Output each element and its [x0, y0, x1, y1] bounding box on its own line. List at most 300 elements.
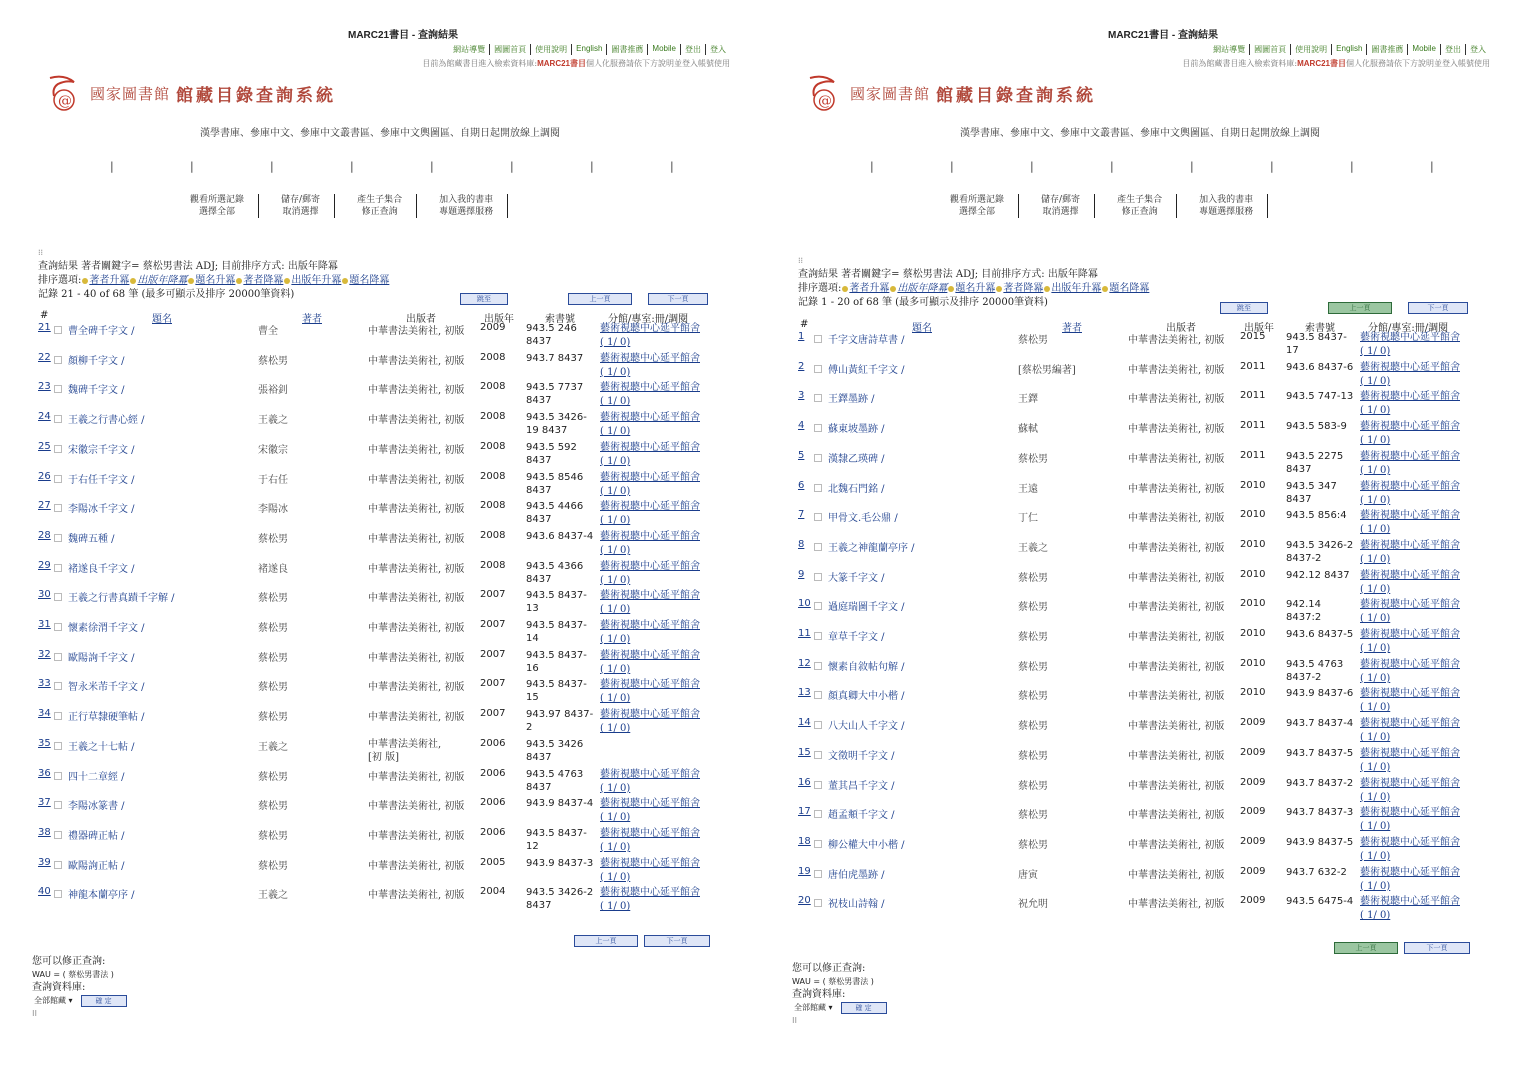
- location-name[interactable]: 藝術視聽中心延平館舍: [1360, 569, 1460, 581]
- select-checkbox[interactable]: [54, 385, 62, 393]
- volume-count[interactable]: ( 1/ 0): [600, 812, 631, 824]
- volume-count[interactable]: ( 1/ 0): [1360, 346, 1391, 357]
- record-number-link[interactable]: 18: [798, 835, 811, 847]
- next-page-button-bottom[interactable]: 下一頁: [644, 935, 710, 947]
- volume-count[interactable]: ( 1/ 0): [1360, 672, 1391, 684]
- select-checkbox[interactable]: [54, 712, 62, 720]
- record-number-link[interactable]: 33: [38, 678, 51, 690]
- location-link[interactable]: [1360, 777, 1460, 805]
- topnav-link[interactable]: 國圖首頁: [490, 44, 531, 55]
- action-link[interactable]: 觀看所選記錄: [950, 195, 1005, 205]
- location-link[interactable]: [600, 381, 700, 409]
- select-checkbox[interactable]: [814, 602, 822, 610]
- prev-page-button[interactable]: 上一頁: [1328, 302, 1392, 314]
- col-author[interactable]: 著者: [1062, 323, 1082, 334]
- select-checkbox[interactable]: [814, 543, 822, 551]
- record-number-link[interactable]: 23: [38, 381, 51, 393]
- location-link[interactable]: [1360, 450, 1460, 478]
- title-link[interactable]: 魏碑五種 /: [68, 533, 115, 545]
- location-name[interactable]: 藝術視聽中心延平館舍: [1360, 480, 1460, 492]
- volume-count[interactable]: ( 1/ 0): [1360, 761, 1391, 773]
- location-link[interactable]: [1360, 598, 1460, 626]
- select-checkbox[interactable]: [54, 742, 62, 750]
- sort-option-link[interactable]: 題名降冪: [1109, 283, 1150, 294]
- sort-option-link[interactable]: 出版年升冪: [291, 275, 342, 286]
- select-checkbox[interactable]: [814, 751, 822, 759]
- volume-count[interactable]: ( 1/ 0): [600, 515, 631, 527]
- title-link[interactable]: 李陽冰千字文 /: [68, 504, 135, 516]
- location-link[interactable]: [600, 649, 700, 677]
- select-checkbox[interactable]: [54, 653, 62, 661]
- volume-count[interactable]: ( 1/ 0): [600, 426, 631, 438]
- location-name[interactable]: 藝術視聽中心延平館舍: [1360, 718, 1460, 730]
- action-link[interactable]: 修正查詢: [1121, 207, 1158, 217]
- action-link[interactable]: 專題選擇服務: [439, 207, 494, 217]
- action-link[interactable]: 觀看所選記錄: [190, 195, 245, 205]
- location-name[interactable]: 藝術視聽中心延平館舍: [600, 768, 700, 780]
- sort-option-link[interactable]: 著者升冪: [89, 275, 130, 286]
- location-link[interactable]: [600, 857, 700, 885]
- select-checkbox[interactable]: [814, 781, 822, 789]
- title-link[interactable]: 宋徽宗千字文 /: [68, 444, 135, 456]
- location-name[interactable]: 藝術視聽中心延平館舍: [1360, 866, 1460, 878]
- select-checkbox[interactable]: [814, 632, 822, 640]
- action-link[interactable]: 儲存/郵寄: [281, 195, 321, 205]
- title-link[interactable]: 文徵明千字文 /: [828, 750, 895, 762]
- location-link[interactable]: [600, 411, 700, 439]
- select-checkbox[interactable]: [814, 899, 822, 907]
- database-select[interactable]: 全部館藏 ▾: [794, 1003, 833, 1012]
- sort-option-link[interactable]: 出版年降冪: [137, 275, 188, 286]
- action-link[interactable]: 修正查詢: [361, 207, 398, 217]
- location-name[interactable]: 藝術視聽中心延平館舍: [1360, 747, 1460, 759]
- title-link[interactable]: 漢隸乙瑛碑 /: [828, 453, 885, 465]
- select-checkbox[interactable]: [54, 504, 62, 512]
- record-number-link[interactable]: 29: [38, 559, 51, 571]
- prev-page-button-bottom[interactable]: 上一頁: [574, 935, 638, 947]
- location-name[interactable]: 藝術視聽中心延平館舍: [600, 620, 700, 631]
- record-number-link[interactable]: 10: [798, 598, 811, 610]
- sort-option-link[interactable]: 著者降冪: [243, 275, 284, 286]
- action-link[interactable]: 選擇全部: [959, 207, 996, 217]
- select-checkbox[interactable]: [814, 870, 822, 878]
- title-link[interactable]: 王羲之十七帖 /: [68, 741, 135, 753]
- title-link[interactable]: 曹全碑千字文 /: [68, 326, 135, 337]
- location-link[interactable]: [1360, 717, 1460, 745]
- title-link[interactable]: 唐伯虎墨跡 /: [828, 869, 885, 881]
- col-title[interactable]: 題名: [912, 323, 932, 334]
- sort-option-link[interactable]: 出版年升冪: [1051, 283, 1102, 294]
- location-link[interactable]: [600, 530, 700, 558]
- volume-count[interactable]: ( 1/ 0): [600, 723, 631, 735]
- record-number-link[interactable]: 26: [38, 470, 51, 482]
- title-link[interactable]: 懷素徐渭千字文 /: [68, 623, 145, 634]
- location-name[interactable]: 藝術視聽中心延平館舍: [600, 471, 700, 483]
- select-checkbox[interactable]: [54, 534, 62, 542]
- select-checkbox[interactable]: [54, 356, 62, 364]
- title-link[interactable]: 禮器碑正帖 /: [68, 830, 125, 842]
- volume-count[interactable]: ( 1/ 0): [1360, 880, 1391, 892]
- record-number-link[interactable]: 25: [38, 440, 51, 452]
- location-name[interactable]: 藝術視聽中心延平館舍: [1360, 688, 1460, 700]
- select-checkbox[interactable]: [54, 890, 62, 898]
- select-checkbox[interactable]: [814, 721, 822, 729]
- next-page-button[interactable]: 下一頁: [648, 293, 708, 305]
- select-checkbox[interactable]: [814, 840, 822, 848]
- title-link[interactable]: 過庭瑞圖千字文 /: [828, 602, 905, 614]
- topnav-link[interactable]: 登出: [681, 44, 706, 55]
- location-name[interactable]: 藝術視聽中心延平館舍: [600, 798, 700, 810]
- topnav-link[interactable]: Mobile: [648, 44, 681, 55]
- location-name[interactable]: 藝術視聽中心延平館舍: [600, 382, 700, 394]
- location-link[interactable]: [1360, 806, 1460, 834]
- location-name[interactable]: 藝術視聽中心延平館舍: [600, 412, 700, 424]
- volume-count[interactable]: ( 1/ 0): [600, 901, 631, 913]
- col-title[interactable]: 題名: [152, 314, 172, 325]
- title-link[interactable]: 柳公權大中小楷 /: [828, 839, 905, 851]
- record-number-link[interactable]: 22: [38, 351, 51, 363]
- volume-count[interactable]: ( 1/ 0): [600, 782, 631, 794]
- volume-count[interactable]: ( 1/ 0): [1360, 494, 1391, 506]
- record-number-link[interactable]: 8: [798, 538, 805, 550]
- select-checkbox[interactable]: [814, 662, 822, 670]
- action-link[interactable]: 專題選擇服務: [1199, 207, 1254, 217]
- record-number-link[interactable]: 19: [798, 865, 811, 877]
- location-name[interactable]: 藝術視聽中心延平館舍: [1360, 896, 1460, 908]
- record-number-link[interactable]: 21: [38, 322, 51, 333]
- title-link[interactable]: 魏碑千字文 /: [68, 385, 125, 397]
- title-link[interactable]: 于右任千字文 /: [68, 474, 135, 486]
- record-number-link[interactable]: 38: [38, 826, 51, 838]
- location-name[interactable]: 藝術視聽中心延平館舍: [1360, 658, 1460, 670]
- confirm-button[interactable]: 確 定: [841, 1002, 887, 1014]
- volume-count[interactable]: ( 1/ 0): [1360, 850, 1391, 862]
- sort-option-link[interactable]: 著者升冪: [849, 283, 890, 294]
- title-link[interactable]: 四十二章經 /: [68, 771, 125, 783]
- topnav-link[interactable]: 國圖首頁: [1250, 44, 1291, 55]
- location-name[interactable]: 藝術視聽中心延平館舍: [600, 679, 700, 691]
- select-checkbox[interactable]: [814, 454, 822, 462]
- title-link[interactable]: 神龍本蘭亭序 /: [68, 890, 135, 902]
- volume-count[interactable]: ( 1/ 0): [600, 396, 631, 408]
- record-number-link[interactable]: 28: [38, 529, 51, 541]
- select-checkbox[interactable]: [814, 513, 822, 521]
- record-number-link[interactable]: 31: [38, 619, 51, 630]
- record-number-link[interactable]: 39: [38, 856, 51, 868]
- title-link[interactable]: 王鐸墨跡 /: [828, 394, 875, 406]
- volume-count[interactable]: ( 1/ 0): [1360, 821, 1391, 833]
- volume-count[interactable]: ( 1/ 0): [600, 871, 631, 883]
- select-checkbox[interactable]: [54, 861, 62, 869]
- location-name[interactable]: 藝術視聽中心延平館舍: [1360, 629, 1460, 640]
- volume-count[interactable]: ( 1/ 0): [1360, 613, 1391, 625]
- record-number-link[interactable]: 5: [798, 449, 805, 461]
- volume-count[interactable]: ( 1/ 0): [1360, 643, 1391, 654]
- select-checkbox[interactable]: [814, 691, 822, 699]
- location-name[interactable]: 藝術視聽中心延平館舍: [600, 590, 700, 602]
- location-name[interactable]: 藝術視聽中心延平館舍: [1360, 450, 1460, 462]
- select-checkbox[interactable]: [54, 801, 62, 809]
- record-number-link[interactable]: 1: [798, 331, 805, 342]
- volume-count[interactable]: ( 1/ 0): [600, 693, 631, 705]
- prev-page-button[interactable]: 上一頁: [568, 293, 632, 305]
- title-link[interactable]: 八大山人千字文 /: [828, 721, 905, 733]
- location-name[interactable]: 藝術視聽中心延平館舍: [1360, 777, 1460, 789]
- location-name[interactable]: 藝術視聽中心延平館舍: [600, 501, 700, 513]
- title-link[interactable]: 北魏石門銘 /: [828, 483, 885, 495]
- location-link[interactable]: [1360, 420, 1460, 448]
- topnav-link[interactable]: English: [1332, 44, 1367, 55]
- select-checkbox[interactable]: [814, 484, 822, 492]
- title-link[interactable]: 大篆千字文 /: [828, 572, 885, 584]
- record-number-link[interactable]: 3: [798, 390, 805, 402]
- sort-option-link[interactable]: 題名升冪: [955, 283, 996, 294]
- title-link[interactable]: 甲骨文.毛公鼎 /: [828, 513, 898, 525]
- select-checkbox[interactable]: [54, 445, 62, 453]
- record-number-link[interactable]: 40: [38, 886, 51, 898]
- record-number-link[interactable]: 20: [798, 895, 811, 907]
- volume-count[interactable]: ( 1/ 0): [600, 604, 631, 616]
- location-name[interactable]: 藝術視聽中心延平館舍: [1360, 539, 1460, 551]
- volume-count[interactable]: ( 1/ 0): [600, 544, 631, 556]
- record-number-link[interactable]: 4: [798, 420, 805, 432]
- action-link[interactable]: 加入我的書車: [1199, 195, 1254, 205]
- select-checkbox[interactable]: [54, 682, 62, 690]
- location-link[interactable]: [1360, 658, 1460, 686]
- select-checkbox[interactable]: [814, 335, 822, 343]
- select-checkbox[interactable]: [814, 365, 822, 373]
- action-link[interactable]: 取消選擇: [282, 207, 319, 217]
- location-link[interactable]: [600, 797, 700, 825]
- topnav-link[interactable]: 登入: [1470, 45, 1486, 54]
- location-link[interactable]: [1360, 390, 1460, 418]
- location-link[interactable]: [1360, 747, 1460, 775]
- record-number-link[interactable]: 32: [38, 648, 51, 660]
- location-link[interactable]: [1360, 569, 1460, 597]
- action-link[interactable]: 儲存/郵寄: [1041, 195, 1081, 205]
- topnav-link[interactable]: English: [572, 44, 607, 55]
- select-checkbox[interactable]: [54, 772, 62, 780]
- location-name[interactable]: 藝術視聽中心延平館舍: [600, 857, 700, 869]
- location-name[interactable]: 藝術視聽中心延平館舍: [600, 352, 700, 364]
- record-number-link[interactable]: 11: [798, 628, 811, 639]
- topnav-link[interactable]: 登出: [1441, 44, 1466, 55]
- title-link[interactable]: 懷素自敘帖句解 /: [828, 661, 905, 673]
- location-name[interactable]: 藝術視聽中心延平館舍: [600, 709, 700, 721]
- record-number-link[interactable]: 30: [38, 589, 51, 601]
- location-link[interactable]: [1360, 361, 1460, 389]
- record-number-link[interactable]: 27: [38, 500, 51, 512]
- select-checkbox[interactable]: [54, 475, 62, 483]
- location-name[interactable]: 藝術視聽中心延平館舍: [1360, 332, 1460, 343]
- location-link[interactable]: [1360, 628, 1460, 656]
- location-link[interactable]: [1360, 331, 1460, 359]
- location-name[interactable]: 藝術視聽中心延平館舍: [600, 441, 700, 453]
- topnav-link[interactable]: 網站導覽: [449, 44, 490, 55]
- title-link[interactable]: 正行草隸硬筆帖 /: [68, 712, 145, 724]
- select-checkbox[interactable]: [54, 564, 62, 572]
- select-checkbox[interactable]: [54, 326, 62, 334]
- volume-count[interactable]: ( 1/ 0): [600, 663, 631, 675]
- topnav-link[interactable]: 圖書推薦: [1367, 44, 1408, 55]
- record-number-link[interactable]: 9: [798, 568, 805, 580]
- record-number-link[interactable]: 15: [798, 746, 811, 758]
- title-link[interactable]: 顏柳千字文 /: [68, 355, 125, 367]
- title-link[interactable]: 祝枝山詩翰 /: [828, 899, 885, 911]
- title-link[interactable]: 李陽冰篆書 /: [68, 801, 125, 813]
- record-number-link[interactable]: 13: [798, 687, 811, 699]
- volume-count[interactable]: ( 1/ 0): [1360, 524, 1391, 536]
- title-link[interactable]: 王羲之神龍蘭亭序 /: [828, 542, 915, 554]
- location-link[interactable]: [1360, 539, 1460, 567]
- title-link[interactable]: 傅山黃紅千字文 /: [828, 364, 905, 376]
- volume-count[interactable]: ( 1/ 0): [600, 574, 631, 586]
- topnav-link[interactable]: 使用說明: [1291, 44, 1332, 55]
- select-checkbox[interactable]: [814, 424, 822, 432]
- location-name[interactable]: 藝術視聽中心延平館舍: [600, 887, 700, 899]
- location-name[interactable]: 藝術視聽中心延平館舍: [1360, 510, 1460, 522]
- record-number-link[interactable]: 6: [798, 479, 805, 491]
- record-number-link[interactable]: 35: [38, 737, 51, 749]
- record-number-link[interactable]: 37: [38, 797, 51, 809]
- location-link[interactable]: [600, 619, 700, 647]
- title-link[interactable]: 智永米芾千字文 /: [68, 682, 145, 694]
- location-link[interactable]: [1360, 866, 1460, 894]
- location-link[interactable]: [600, 322, 700, 350]
- location-link[interactable]: [600, 500, 700, 528]
- location-name[interactable]: 藝術視聽中心延平館舍: [600, 649, 700, 661]
- record-number-link[interactable]: 12: [798, 657, 811, 669]
- topnav-link[interactable]: 圖書推薦: [607, 44, 648, 55]
- record-number-link[interactable]: 36: [38, 767, 51, 779]
- location-link[interactable]: [600, 471, 700, 499]
- location-link[interactable]: [600, 708, 700, 736]
- volume-count[interactable]: ( 1/ 0): [1360, 553, 1391, 565]
- volume-count[interactable]: ( 1/ 0): [1360, 732, 1391, 744]
- record-number-link[interactable]: 34: [38, 708, 51, 720]
- record-number-link[interactable]: 2: [798, 360, 805, 372]
- title-link[interactable]: 蘇東坡墨跡 /: [828, 424, 885, 436]
- action-link[interactable]: 產生子集合: [357, 195, 403, 205]
- location-name[interactable]: 藝術視聽中心延平館舍: [1360, 807, 1460, 819]
- volume-count[interactable]: ( 1/ 0): [600, 841, 631, 853]
- title-link[interactable]: 章草千字文 /: [828, 632, 885, 643]
- volume-count[interactable]: ( 1/ 0): [1360, 464, 1391, 476]
- title-link[interactable]: 王羲之行書心經 /: [68, 415, 145, 427]
- record-number-link[interactable]: 17: [798, 806, 811, 818]
- volume-count[interactable]: ( 1/ 0): [1360, 375, 1391, 387]
- topnav-link[interactable]: 登入: [710, 45, 726, 54]
- location-name[interactable]: 藝術視聽中心延平館舍: [1360, 599, 1460, 611]
- col-author[interactable]: 著者: [302, 314, 322, 325]
- location-link[interactable]: [1360, 836, 1460, 864]
- prev-page-button-bottom[interactable]: 上一頁: [1334, 942, 1398, 954]
- title-link[interactable]: 顏真卿大中小楷 /: [828, 691, 905, 703]
- volume-count[interactable]: ( 1/ 0): [600, 366, 631, 378]
- action-link[interactable]: 取消選擇: [1042, 207, 1079, 217]
- location-link[interactable]: [1360, 895, 1460, 923]
- location-link[interactable]: [1360, 509, 1460, 537]
- select-checkbox[interactable]: [814, 573, 822, 581]
- volume-count[interactable]: ( 1/ 0): [1360, 435, 1391, 447]
- jump-button[interactable]: 跳至: [460, 293, 508, 305]
- sort-option-link[interactable]: 出版年降冪: [897, 283, 948, 294]
- location-name[interactable]: 藝術視聽中心延平館舍: [1360, 391, 1460, 403]
- confirm-button[interactable]: 確 定: [81, 995, 127, 1007]
- modify-value[interactable]: WAU = ( 蔡松男書法 ): [792, 977, 874, 986]
- select-checkbox[interactable]: [54, 593, 62, 601]
- volume-count[interactable]: ( 1/ 0): [1360, 583, 1391, 595]
- next-page-button[interactable]: 下一頁: [1408, 302, 1468, 314]
- volume-count[interactable]: ( 1/ 0): [1360, 791, 1391, 803]
- select-checkbox[interactable]: [814, 810, 822, 818]
- volume-count[interactable]: ( 1/ 0): [600, 485, 631, 497]
- location-name[interactable]: 藝術視聽中心延平館舍: [600, 560, 700, 572]
- topnav-link[interactable]: 使用說明: [531, 44, 572, 55]
- location-link[interactable]: [600, 589, 700, 617]
- location-name[interactable]: 藝術視聽中心延平館舍: [600, 323, 700, 334]
- record-number-link[interactable]: 7: [798, 509, 805, 521]
- location-name[interactable]: 藝術視聽中心延平館舍: [1360, 361, 1460, 373]
- title-link[interactable]: 董其昌千字文 /: [828, 780, 895, 792]
- title-link[interactable]: 褚遂良千字文 /: [68, 563, 135, 575]
- location-link[interactable]: [600, 678, 700, 706]
- topnav-link[interactable]: Mobile: [1408, 44, 1441, 55]
- volume-count[interactable]: ( 1/ 0): [1360, 405, 1391, 417]
- record-number-link[interactable]: 16: [798, 776, 811, 788]
- action-link[interactable]: 產生子集合: [1117, 195, 1163, 205]
- location-link[interactable]: [600, 768, 700, 796]
- select-checkbox[interactable]: [814, 394, 822, 402]
- location-link[interactable]: [600, 441, 700, 469]
- modify-value[interactable]: WAU = ( 蔡松男書法 ): [32, 970, 114, 979]
- location-link[interactable]: [1360, 480, 1460, 508]
- sort-option-link[interactable]: 著者降冪: [1003, 283, 1044, 294]
- topnav-link[interactable]: 網站導覽: [1209, 44, 1250, 55]
- location-link[interactable]: [600, 886, 700, 914]
- jump-button[interactable]: 跳至: [1220, 302, 1268, 314]
- sort-option-link[interactable]: 題名降冪: [349, 275, 390, 286]
- location-link[interactable]: [1360, 687, 1460, 715]
- title-link[interactable]: 王羲之行書真蹟千字解 /: [68, 593, 175, 605]
- volume-count[interactable]: ( 1/ 0): [600, 455, 631, 467]
- select-checkbox[interactable]: [54, 831, 62, 839]
- location-link[interactable]: [600, 560, 700, 588]
- title-link[interactable]: 歐陽詢千字文 /: [68, 652, 135, 664]
- title-link[interactable]: 趙孟頫千字文 /: [828, 810, 895, 822]
- record-number-link[interactable]: 24: [38, 411, 51, 423]
- action-link[interactable]: 選擇全部: [199, 207, 236, 217]
- location-link[interactable]: [600, 352, 700, 380]
- location-name[interactable]: 藝術視聽中心延平館舍: [1360, 421, 1460, 433]
- volume-count[interactable]: ( 1/ 0): [600, 634, 631, 645]
- title-link[interactable]: 千字文唐詩草書 /: [828, 335, 905, 346]
- sort-option-link[interactable]: 題名升冪: [195, 275, 236, 286]
- database-select[interactable]: 全部館藏 ▾: [34, 996, 73, 1005]
- location-name[interactable]: 藝術視聽中心延平館舍: [600, 827, 700, 839]
- volume-count[interactable]: ( 1/ 0): [600, 337, 631, 348]
- location-name[interactable]: 藝術視聽中心延平館舍: [600, 530, 700, 542]
- volume-count[interactable]: ( 1/ 0): [1360, 702, 1391, 714]
- volume-count[interactable]: ( 1/ 0): [1360, 910, 1391, 922]
- title-link[interactable]: 歐陽詢正帖 /: [68, 860, 125, 872]
- location-name[interactable]: 藝術視聽中心延平館舍: [1360, 836, 1460, 848]
- next-page-button-bottom[interactable]: 下一頁: [1404, 942, 1470, 954]
- record-number-link[interactable]: 14: [798, 717, 811, 729]
- action-link[interactable]: 加入我的書車: [439, 195, 494, 205]
- location-link[interactable]: [600, 827, 700, 855]
- select-checkbox[interactable]: [54, 415, 62, 423]
